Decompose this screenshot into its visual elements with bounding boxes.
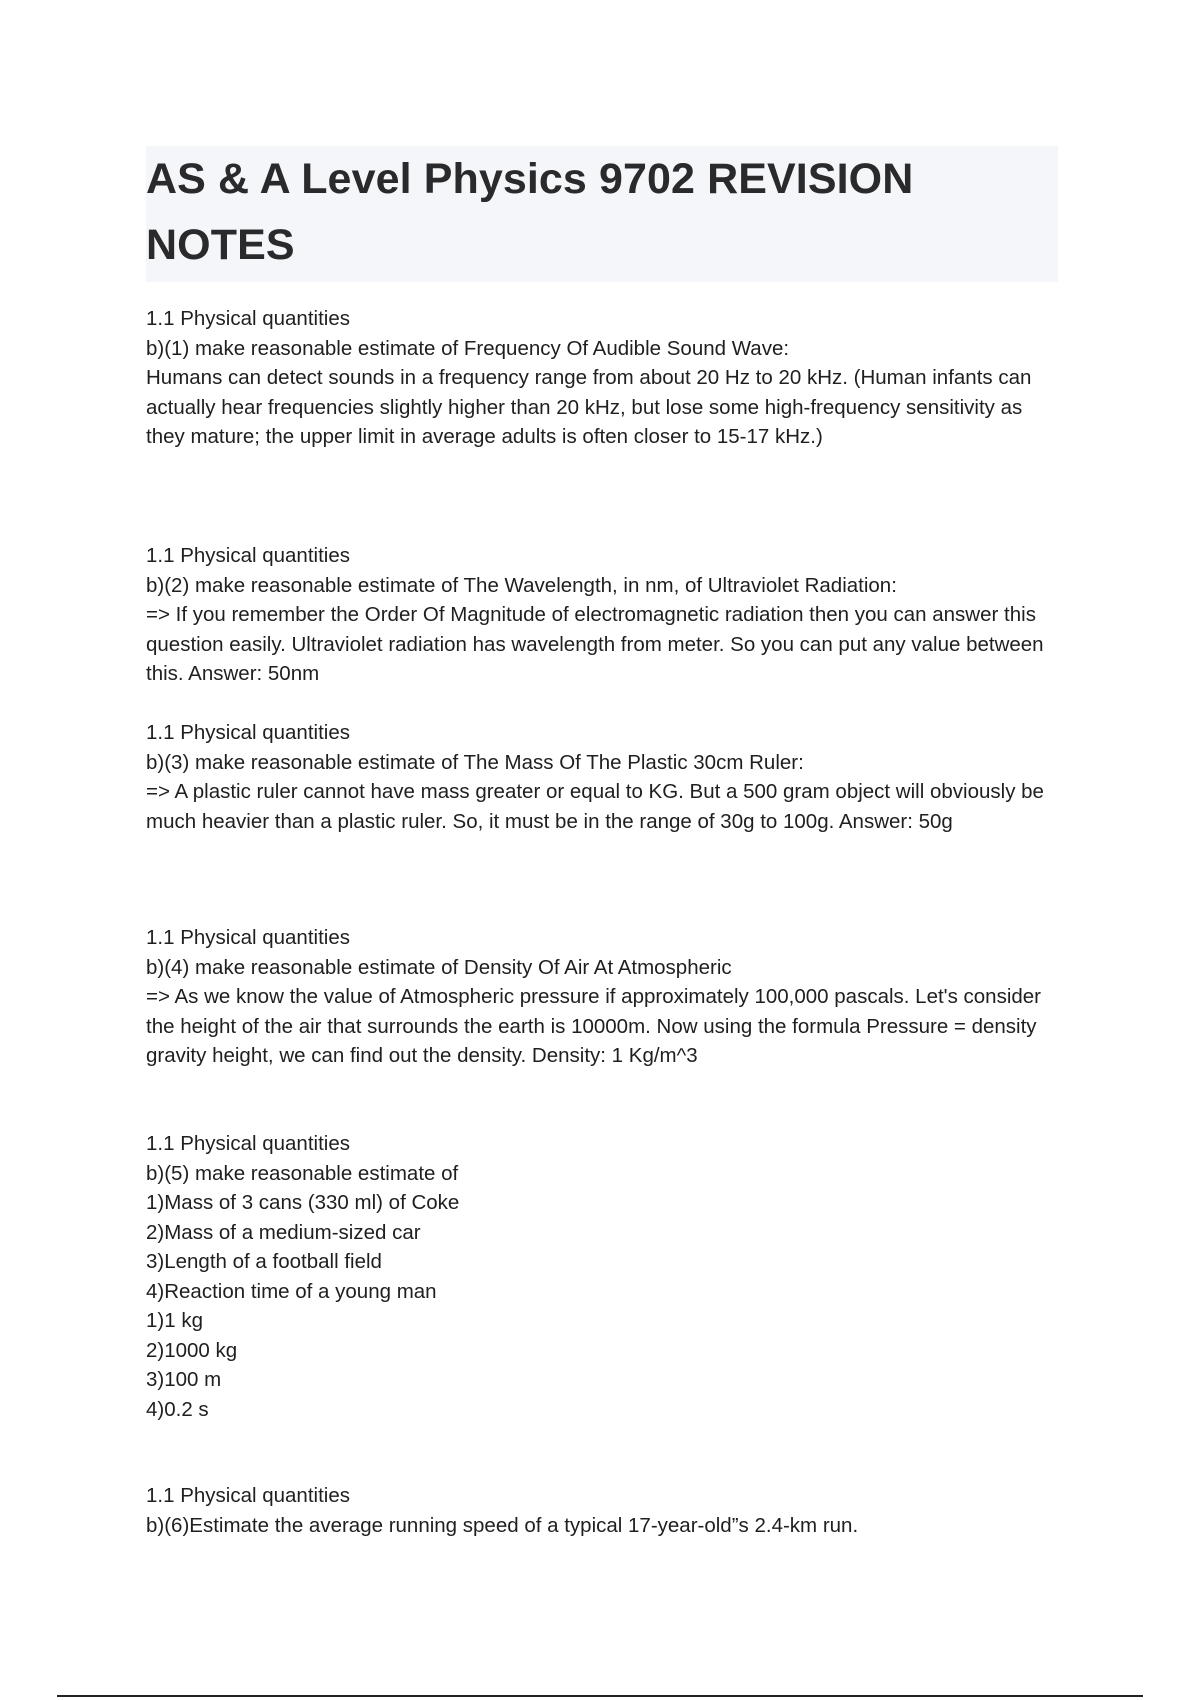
section-heading: 1.1 Physical quantities [146, 721, 350, 744]
page-divider [57, 1695, 1143, 1697]
section-body: Humans can detect sounds in a frequency range from about 20 Hz to 20 kHz. (Human infants can actually hear frequencies slightly higher than 20 kHz, but lose some high-frequency sensitivity as they mature; the upper limit in average adults is often closer to 15-17 kHz.) [146, 366, 1038, 448]
note-section-1 [146, 304, 1066, 452]
note-section-4 [146, 923, 1066, 1071]
document-title: AS & A Level Physics 9702 REVISION NOTES [146, 155, 914, 269]
list-item: 1)Mass of 3 cans (330 ml) of Coke [146, 1191, 460, 1214]
section-subheading: b)(1) make reasonable estimate of Frequency Of Audible Sound Wave: [146, 336, 790, 360]
section-subheading: b)(2) make reasonable estimate of The Wavelength, in nm, of Ultraviolet Radiation: [146, 573, 897, 597]
section-subheading: b)(4) make reasonable estimate of Density Of Air At Atmospheric [146, 955, 732, 979]
section-heading: 1.1 Physical quantities [146, 544, 350, 567]
note-section-6 [146, 1481, 1066, 1540]
note-section-2 [146, 541, 1066, 689]
section-subheading: b)(6)Estimate the average running speed of a typical 17-year-old”s 2.4-km run. [146, 1513, 859, 1537]
list-item: 2)1000 kg [146, 1338, 238, 1362]
note-section-3 [146, 718, 1066, 836]
title-block [146, 146, 1058, 282]
section-heading: 1.1 Physical quantities [146, 1132, 350, 1155]
list-item: 3)100 m [146, 1368, 222, 1391]
section-heading: 1.1 Physical quantities [146, 926, 350, 949]
section-body: => A plastic ruler cannot have mass greater or equal to KG. But a 500 gram object will obviously be much heavier than a plastic ruler. So, it must be in the range of 30g to 100g. Answer: 50g [146, 780, 1050, 833]
section-heading: 1.1 Physical quantities [146, 1484, 350, 1507]
section-body: => As we know the value of Atmospheric pressure if approximately 100,000 pascals. Let's consider the height of the air that surrounds the earth is 10000m. Now using the formula Pressure = density gravity height, we can find out the density. Density: 1 Kg/m^3 [146, 985, 1047, 1067]
section-subheading: b)(3) make reasonable estimate of The Mass Of The Plastic 30cm Ruler: [146, 750, 804, 774]
list-item: 4)0.2 s [146, 1397, 209, 1421]
note-section-5 [146, 1129, 1066, 1424]
list-item: 1)1 kg [146, 1309, 203, 1332]
list-item: 2)Mass of a medium-sized car [146, 1220, 421, 1244]
list-item: 4)Reaction time of a young man [146, 1279, 437, 1303]
section-body: => If you remember the Order Of Magnitude of electromagnetic radiation then you can answer this question easily. Ultraviolet radiation has wavelength from meter. So you can put any value between this. Answer: 50nm [146, 603, 1050, 685]
list-item: 3)Length of a football field [146, 1250, 382, 1273]
section-heading: 1.1 Physical quantities [146, 307, 350, 330]
section-subheading: b)(5) make reasonable estimate of [146, 1161, 459, 1185]
